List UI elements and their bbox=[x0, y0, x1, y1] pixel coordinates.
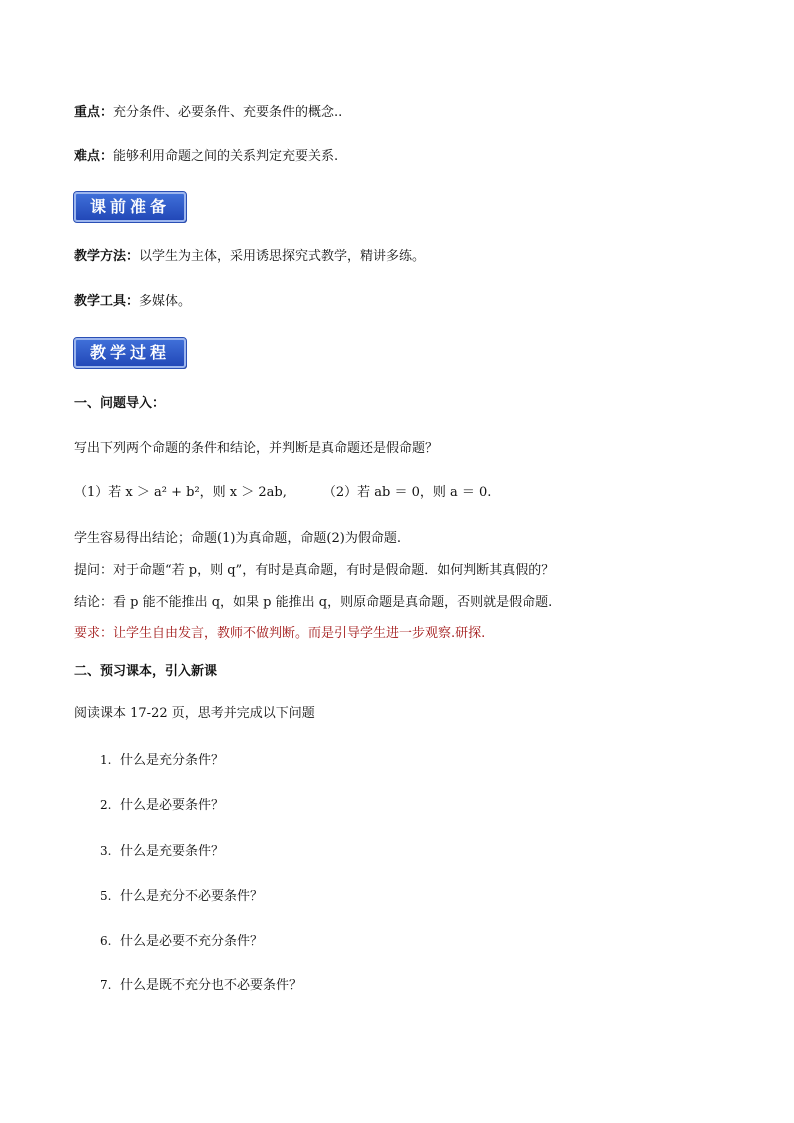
part1-heading: 一、问题导入： bbox=[74, 396, 166, 411]
proposition-1: （1）若 x ＞ a² + b²，则 x ＞ 2ab, bbox=[74, 485, 287, 500]
tools-label: 教学工具： bbox=[74, 294, 140, 309]
section-badge-prep: 课前准备 bbox=[74, 192, 186, 222]
list-item-number: 3. bbox=[100, 844, 112, 858]
list-item-text: 什么是必要条件？ bbox=[120, 798, 225, 813]
conclusion-answer: 结论：看 p 能不能推出 q，如果 p 能推出 q，则原命题是真命题，否则就是假命题. bbox=[74, 595, 553, 610]
list-item-number: 1. bbox=[100, 753, 112, 767]
list-item bbox=[100, 751, 224, 770]
tools-text: 多媒体。 bbox=[139, 294, 192, 309]
list-item-text: 什么是既不充分也不必要条件？ bbox=[120, 978, 303, 993]
list-item bbox=[100, 796, 224, 815]
key-point-line bbox=[74, 104, 342, 122]
student-conclusion: 学生容易得出结论；命题(1)为真命题，命题(2)为假命题. bbox=[74, 531, 401, 546]
part1-prompt: 写出下列两个命题的条件和结论，并判断是真命题还是假命题？ bbox=[74, 441, 439, 456]
list-item bbox=[100, 887, 263, 906]
difficulty-text: 能够利用命题之间的关系判定充要关系. bbox=[113, 149, 339, 164]
difficulty-line bbox=[74, 148, 338, 166]
section-badge-process: 教学过程 bbox=[74, 338, 186, 368]
list-item-text: 什么是必要不充分条件？ bbox=[120, 934, 264, 949]
key-point-label: 重点： bbox=[74, 105, 114, 120]
list-item-text: 什么是充分不必要条件？ bbox=[120, 889, 264, 904]
list-item-number: 6. bbox=[100, 934, 112, 948]
method-text: 以学生为主体，采用诱思探究式教学，精讲多练。 bbox=[139, 249, 426, 264]
propositions-line bbox=[74, 484, 491, 502]
requirement-note: 要求：让学生自由发言，教师不做判断。而是引导学生进一步观察.研探. bbox=[74, 626, 486, 641]
method-line bbox=[74, 248, 425, 266]
part2-intro: 阅读课本 17-22 页，思考并完成以下问题 bbox=[74, 706, 315, 721]
list-item-text: 什么是充要条件？ bbox=[120, 844, 225, 859]
list-item-number: 2. bbox=[100, 798, 112, 812]
list-item-text: 什么是充分条件？ bbox=[120, 753, 225, 768]
method-label: 教学方法： bbox=[74, 249, 140, 264]
list-item bbox=[100, 976, 302, 995]
list-item bbox=[100, 932, 263, 951]
part2-heading: 二、预习课本，引入新课 bbox=[74, 664, 218, 679]
list-item bbox=[100, 842, 224, 861]
key-point-text: 充分条件、必要条件、充要条件的概念.. bbox=[113, 105, 343, 120]
tools-line bbox=[74, 293, 191, 311]
difficulty-label: 难点： bbox=[74, 149, 114, 164]
teacher-question: 提问：对于命题“若 p，则 q”，有时是真命题，有时是假命题．如何判断其真假的？ bbox=[74, 563, 555, 578]
list-item-number: 7. bbox=[100, 978, 112, 992]
proposition-2: （2）若 ab ＝ 0，则 a ＝ 0. bbox=[322, 485, 492, 500]
list-item-number: 5. bbox=[100, 889, 112, 903]
